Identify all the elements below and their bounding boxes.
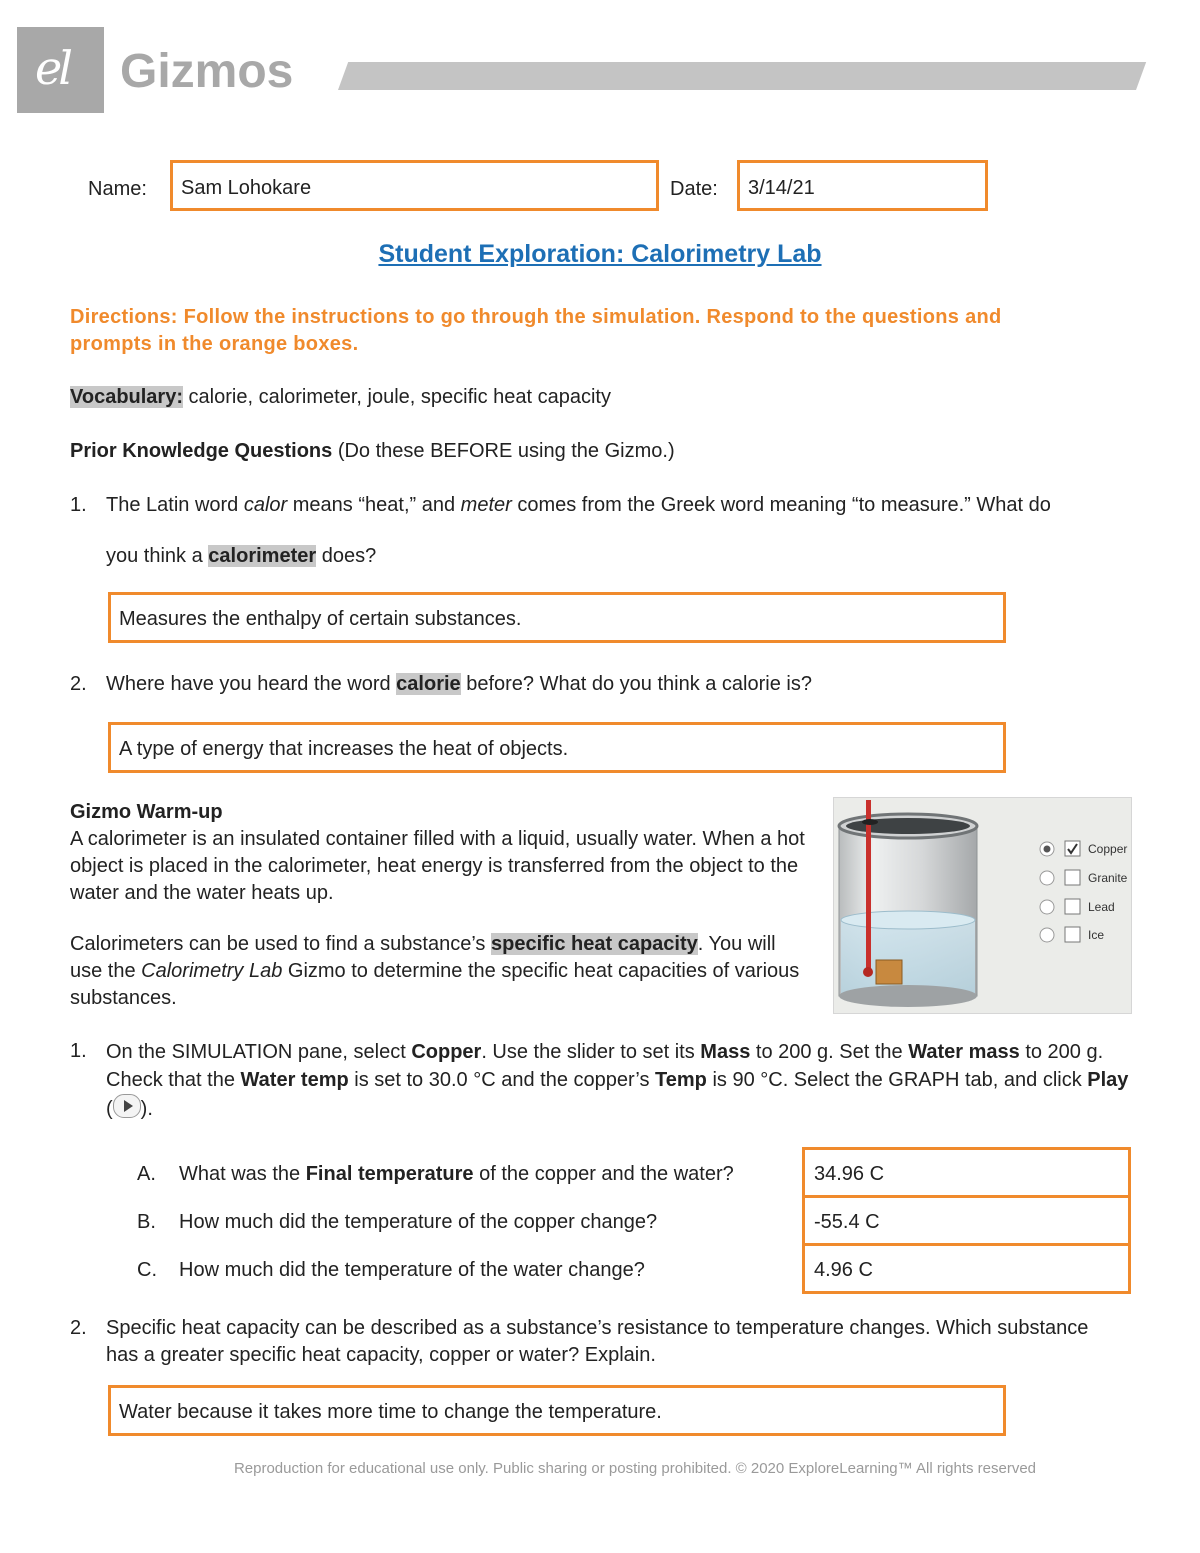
warmup-q1-water-mass: Water mass xyxy=(908,1041,1020,1063)
warmup-q1-text xyxy=(106,1038,1130,1123)
sub-c-answer[interactable]: 4.96 C xyxy=(814,1259,873,1281)
prior-q2-answer-box[interactable] xyxy=(108,722,1006,773)
warmup-q2-number: 2. xyxy=(70,1317,87,1339)
footer-copyright: Reproduction for educational use only. Public sharing or posting prohibited. © 2020 ExploreLearning™ All rights reserved xyxy=(233,1460,1037,1477)
page-title: Student Exploration: Calorimetry Lab xyxy=(378,240,822,268)
sim-option-lead: Lead xyxy=(1088,900,1115,914)
warmup-q2-answer-box[interactable] xyxy=(108,1385,1006,1436)
prior-q1-text-line2 xyxy=(106,543,1106,570)
name-value: Sam Lohokare xyxy=(181,177,312,199)
prior-q2-text xyxy=(106,671,1106,698)
sub-a-answer[interactable]: 34.96 C xyxy=(814,1163,885,1185)
sub-answers-table xyxy=(802,1147,1131,1294)
play-icon xyxy=(113,1094,141,1118)
brand-name: Gizmos xyxy=(120,45,294,98)
warmup-q1-part: is 90 °C. Select the GRAPH tab, and click xyxy=(706,1069,1088,1091)
sub-b-answer[interactable]: -55.4 C xyxy=(814,1211,880,1233)
warmup-q2-answer: Water because it takes more time to change the temperature. xyxy=(119,1401,662,1423)
sim-option-granite: Granite xyxy=(1088,871,1128,885)
warmup-para2-part: Calorimeters can be used to find a substance’s xyxy=(70,933,491,955)
answer-divider xyxy=(805,1243,1128,1246)
warmup-para2-part: . You will use the xyxy=(70,933,776,982)
prior-note: (Do these BEFORE using the Gizmo.) xyxy=(332,440,675,462)
prior-knowledge-heading xyxy=(70,438,1130,465)
prior-q2-answer: A type of energy that increases the heat of objects. xyxy=(119,738,569,760)
warmup-q2-text: Specific heat capacity can be described as a substance’s resistance to temperature changes. Which substance has a greater specific heat capacity, copper or water? Explain. xyxy=(106,1317,1089,1366)
sub-c-question: How much did the temperature of the water change? xyxy=(179,1259,645,1281)
vocabulary xyxy=(70,384,1130,411)
warmup-para2 xyxy=(70,931,810,1012)
prior-q1-part: does? xyxy=(316,545,377,567)
sub-a-part: What was the xyxy=(179,1163,306,1185)
warmup-q1-play: Play xyxy=(1087,1069,1129,1091)
header-banner xyxy=(338,62,1146,90)
warmup-q1-part: to 200 g. Check that the xyxy=(106,1041,1104,1091)
date-value: 3/14/21 xyxy=(748,177,815,199)
prior-q1-text xyxy=(106,492,1166,519)
brand-logo xyxy=(17,27,104,113)
warmup-q1-part: ( xyxy=(106,1098,113,1120)
vocabulary-text: calorie, calorimeter, joule, specific heat capacity xyxy=(183,386,611,408)
prior-q1-part: comes from the Greek word meaning “to measure.” What do xyxy=(511,494,1051,516)
prior-q1-term: calorimeter xyxy=(208,545,317,567)
warmup-q1-part: is set to 30.0 °C and the copper’s xyxy=(348,1069,656,1091)
sim-option-ice: Ice xyxy=(1088,928,1105,942)
prior-q1-part: you think a xyxy=(106,545,209,567)
warmup-para2-lab: Calorimetry Lab xyxy=(141,960,283,982)
sub-a-letter: A. xyxy=(137,1163,156,1185)
warmup-heading: Gizmo Warm-up xyxy=(70,801,223,823)
name-label: Name: xyxy=(88,178,147,200)
sub-c-letter: C. xyxy=(137,1259,157,1281)
prior-q2-number: 2. xyxy=(70,673,87,695)
prior-q1-part: The Latin word xyxy=(106,494,244,516)
warmup-para2-part: Gizmo to determine the specific heat capacities of various substances. xyxy=(70,960,800,1009)
prior-q1-part: means “heat,” and xyxy=(287,494,461,516)
prior-q2-part: Where have you heard the word xyxy=(106,673,397,695)
warmup-q1-number: 1. xyxy=(70,1040,87,1062)
warmup-q1-water-temp: Water temp xyxy=(240,1069,349,1091)
sub-b-question: How much did the temperature of the copper change? xyxy=(179,1211,658,1233)
sub-a-question xyxy=(179,1161,799,1188)
warmup-q1-part: to 200 g. Set the xyxy=(750,1041,909,1063)
prior-q1-answer: Measures the enthalpy of certain substances. xyxy=(119,608,522,630)
answer-divider xyxy=(805,1195,1128,1198)
prior-q1-answer-box[interactable] xyxy=(108,592,1006,643)
warmup-q1-part: . Use the slider to set its xyxy=(481,1041,701,1063)
name-field[interactable] xyxy=(170,160,659,211)
sub-b-letter: B. xyxy=(137,1211,156,1233)
warmup-para2-term: specific heat capacity xyxy=(490,933,698,955)
warmup-q1-part: On the SIMULATION pane, select xyxy=(106,1041,412,1063)
prior-q2-part: before? What do you think a calorie is? xyxy=(460,673,812,695)
warmup-q1-mass: Mass xyxy=(700,1041,751,1063)
warmup-q1-temp: Temp xyxy=(655,1069,707,1091)
directions: Directions: Follow the instructions to go through the simulation. Respond to the questions and prompts in the orange boxes. xyxy=(70,306,1002,355)
date-label: Date: xyxy=(670,178,718,200)
prior-heading-text: Prior Knowledge Questions xyxy=(70,440,333,462)
prior-q1-calor: calor xyxy=(243,494,288,516)
logo-glyph: el xyxy=(35,41,69,95)
prior-q2-term: calorie xyxy=(396,673,461,695)
calorimeter-illustration xyxy=(834,798,1131,1013)
date-field[interactable] xyxy=(737,160,988,211)
calorimeter-simulation-image xyxy=(833,797,1132,1014)
warmup-q1-part: ). xyxy=(140,1098,153,1120)
sub-a-bold: Final temperature xyxy=(305,1163,474,1185)
warmup-para1: A calorimeter is an insulated container filled with a liquid, usually water. When a hot object is placed in the calorimeter, heat energy is transferred from the object to the water and the water heats up. xyxy=(70,828,805,904)
sim-option-copper: Copper xyxy=(1088,842,1128,856)
prior-q1-meter: meter xyxy=(460,494,512,516)
sub-a-part: of the copper and the water? xyxy=(473,1163,734,1185)
vocabulary-label: Vocabulary: xyxy=(70,386,183,408)
prior-q1-number: 1. xyxy=(70,494,87,516)
warmup-q1-copper: Copper xyxy=(411,1041,482,1063)
